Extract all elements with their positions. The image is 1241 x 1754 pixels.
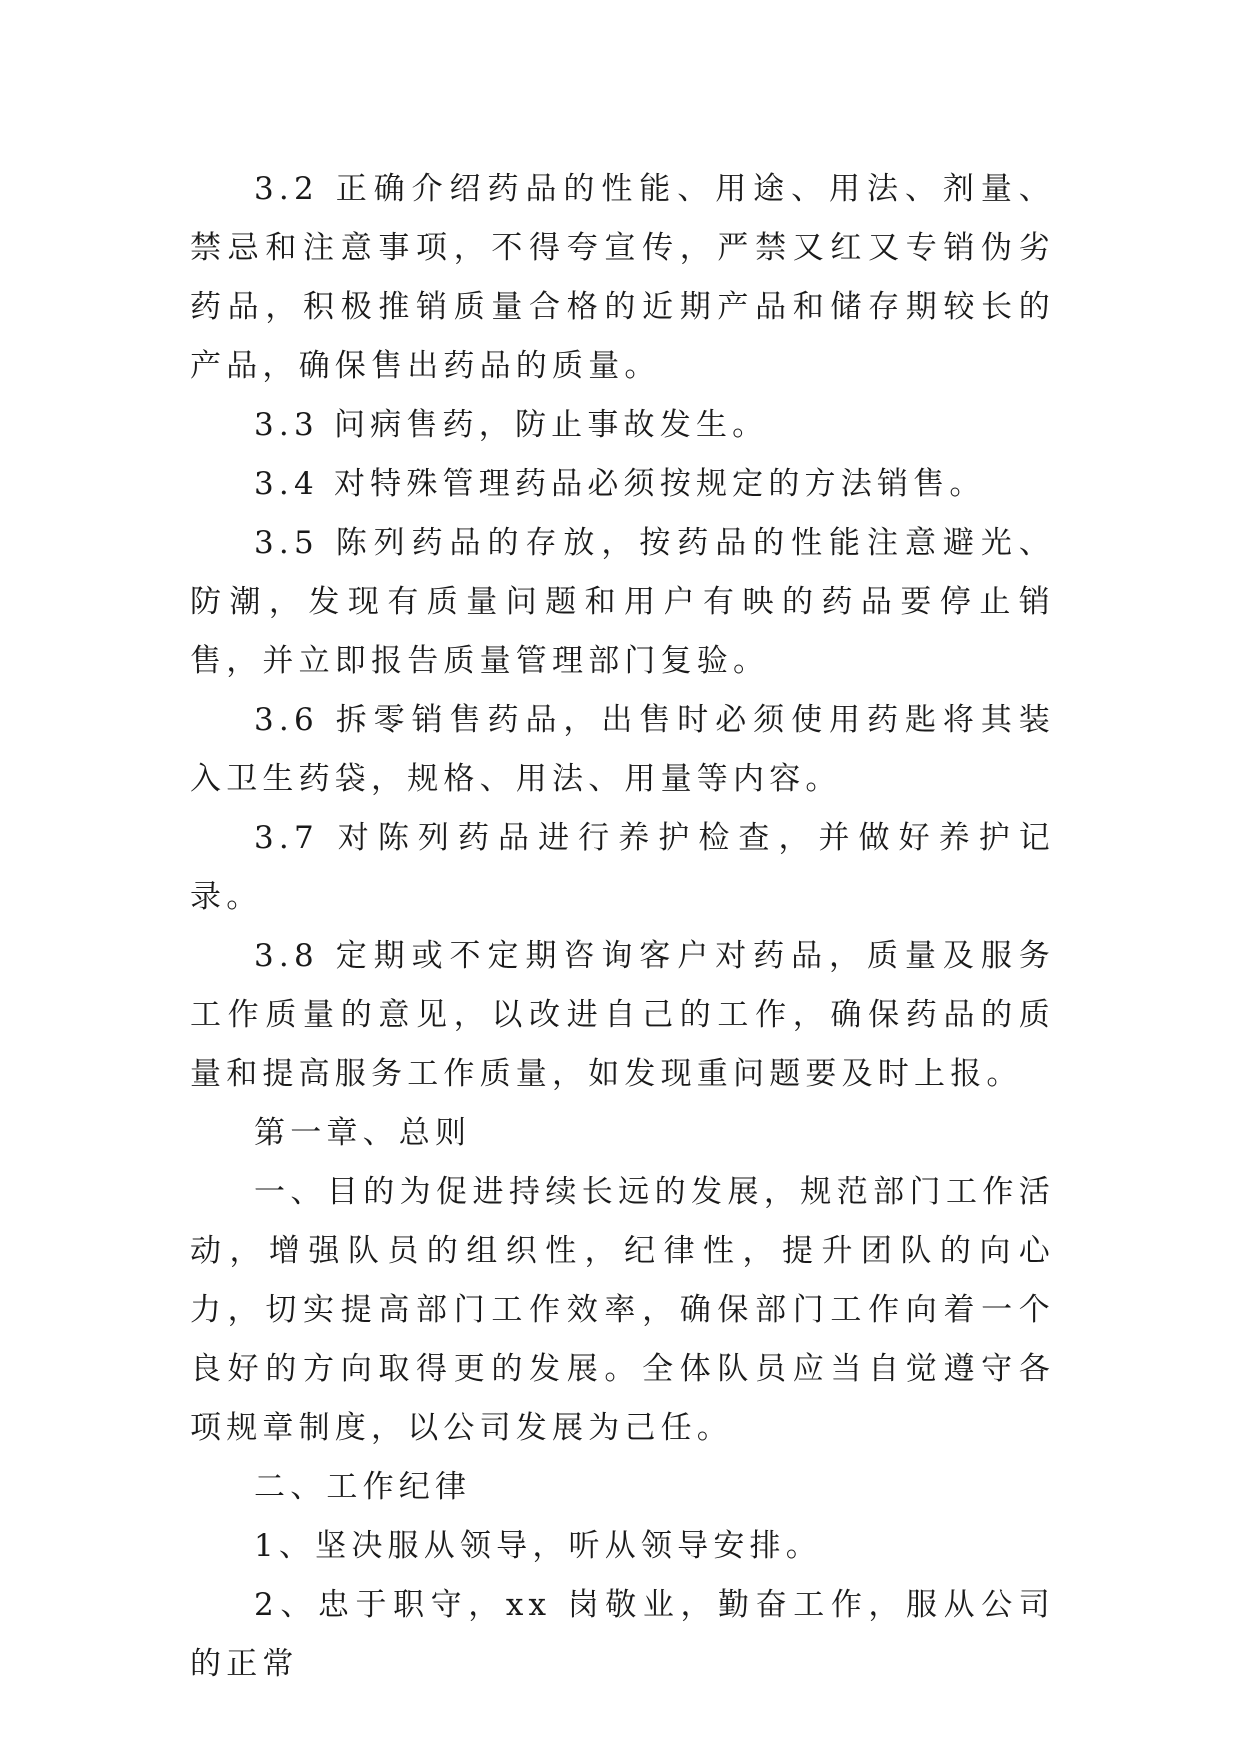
paragraph-3-5: 3.5 陈列药品的存放，按药品的性能注意避光、防潮，发现有质量问题和用户有映的药品要停止销售，并立即报告质量管理部门复验。 <box>190 525 1055 679</box>
chapter-heading: 第一章、总则 <box>254 1115 472 1151</box>
paragraph-3-3: 3.3 问病售药，防止事故发生。 <box>254 407 769 443</box>
paragraph-3-7: 3.7 对陈列药品进行养护检查，并做好养护记录。 <box>190 820 1055 915</box>
paragraph-purpose: 一、目的为促进持续长远的发展，规范部门工作活动，增强队员的组织性，纪律性，提升团队的向心力，切实提高部门工作效率，确保部门工作向着一个良好的方向取得更的发展。全体队员应当自觉遵守各项规章制度，以公司发展为己任。 <box>190 1174 1055 1446</box>
paragraph-3-8: 3.8 定期或不定期咨询客户对药品，质量及服务工作质量的意见，以改进自己的工作，确保药品的质量和提高服务工作质量，如发现重问题要及时上报。 <box>190 938 1055 1092</box>
paragraph-3-2: 3.2 正确介绍药品的性能、用途、用法、剂量、禁忌和注意事项，不得夸宣传，严禁又红又专销伪劣药品，积极推销质量合格的近期产品和储存期较长的产品，确保售出药品的质量。 <box>190 171 1055 384</box>
list-item-2: 2、忠于职守，xx 岗敬业，勤奋工作，服从公司的正常 <box>190 1587 1055 1682</box>
section-heading-discipline: 二、工作纪律 <box>254 1469 472 1505</box>
paragraph-3-4: 3.4 对特殊管理药品必须按规定的方法销售。 <box>254 466 986 502</box>
document-body <box>190 160 1055 1694</box>
paragraph-3-6: 3.6 拆零销售药品，出售时必须使用药匙将其装入卫生药袋，规格、用法、用量等内容。 <box>190 702 1055 797</box>
list-item-1: 1、坚决服从领导，听从领导安排。 <box>254 1528 822 1564</box>
